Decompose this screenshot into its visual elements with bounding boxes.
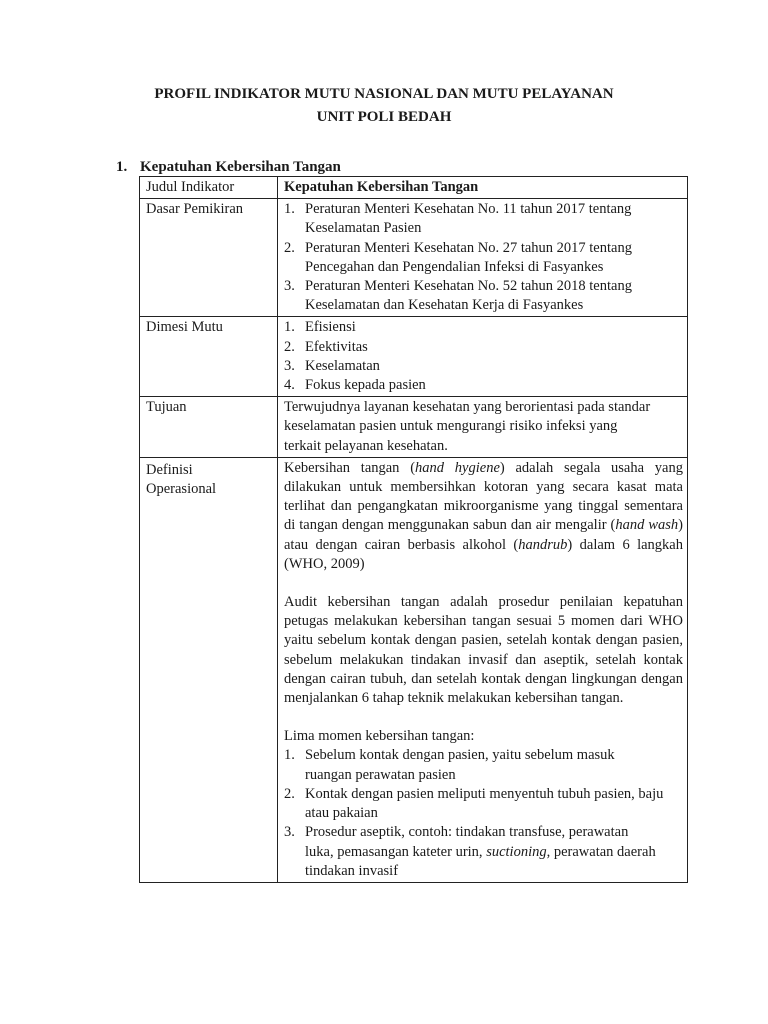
list-item: 3. Prosedur aseptik, contoh: tindakan transfuse, perawatan luka, pemasangan kateter urin, suctioning, perawatan daerah tindakan invasif (284, 824, 656, 879)
audit-paragraph: Audit kebersihan tangan adalah prosedur penilaian kepatuhan petugas melakukan kebersihan tangan sesuai 5 momen dari WHO yaitu sebelum kontak dengan pasien, setelah kontak dengan pasien, sebelum melakukan tindakan invasif dan aseptik, setelah kontak dengan cairan tubuh, dan setelah kontak dengan lingkungan dengan menjalankan 6 tahap teknik melakukan kebersihan tangan. (284, 594, 683, 707)
row-label: Tujuan (140, 397, 278, 458)
indicator-table-container (139, 176, 689, 898)
list-item: 1. Efisiensi (284, 319, 356, 336)
list-item: 2. Peraturan Menteri Kesehatan No. 27 tahun 2017 tentang Pencegahan dan Pengendalian Infeksi di Fasyankes (284, 239, 632, 275)
moments-heading: Lima momen kebersihan tangan: (284, 728, 475, 745)
list-item: 4. Fokus kepada pasien (284, 377, 426, 394)
list-item: 1. Peraturan Menteri Kesehatan No. 11 tahun 2017 tentang Keselamatan Pasien (284, 201, 632, 237)
section-title: Kepatuhan Kebersihan Tangan (140, 159, 341, 175)
list-item: 2. Kontak dengan pasien meliputi menyentuh tubuh pasien, baju atau pakaian (284, 785, 664, 822)
row-value: Kepatuhan Kebersihan Tangan (278, 177, 688, 199)
row-label: Definisi Operasional (140, 457, 278, 882)
table-row (140, 199, 688, 317)
row-label: Dasar Pemikiran (140, 199, 278, 317)
row-value (278, 199, 688, 317)
row-label: Judul Indikator (140, 177, 278, 199)
section-heading (116, 159, 341, 176)
table-row (140, 457, 688, 882)
indicator-table (139, 176, 688, 883)
row-value: Terwujudnya layanan kesehatan yang berorientasi pada standar keselamatan pasien untuk mengurangi risiko infeksi yang terkait pelayanan kesehatan. (278, 397, 688, 458)
section-number: 1. (116, 159, 128, 175)
list-item: 3. Keselamatan (284, 357, 380, 374)
row-value (278, 317, 688, 397)
page-title: PROFIL INDIKATOR MUTU NASIONAL DAN MUTU PELAYANAN (154, 86, 614, 102)
list-item: 2. Efektivitas (284, 338, 368, 355)
table-row (140, 177, 688, 199)
table-row (140, 317, 688, 397)
definition-paragraph: Kebersihan tangan (hand hygiene) adalah segala usaha yang dilakukan untuk membersihkan kotoran yang secara kasat mata terlihat dan pengangkatan mikroorganisme yang tinggal sementara di tangan dengan menggunakan sabun dan air mengalir (hand wash) atau dengan cairan berbasis alkohol (handrub) dalam 6 langkah (WHO, 2009) (284, 459, 683, 572)
list-item: 1. Sebelum kontak dengan pasien, yaitu sebelum masuk ruangan perawatan pasien (284, 747, 615, 783)
list-item: 3. Peraturan Menteri Kesehatan No. 52 tahun 2018 tentang Keselamatan dan Kesehatan Kerja di Fasyankes (284, 278, 632, 314)
row-value (278, 457, 688, 882)
page-subtitle: UNIT POLI BEDAH (316, 109, 452, 125)
row-label: Dimesi Mutu (140, 317, 278, 397)
table-row (140, 397, 688, 458)
